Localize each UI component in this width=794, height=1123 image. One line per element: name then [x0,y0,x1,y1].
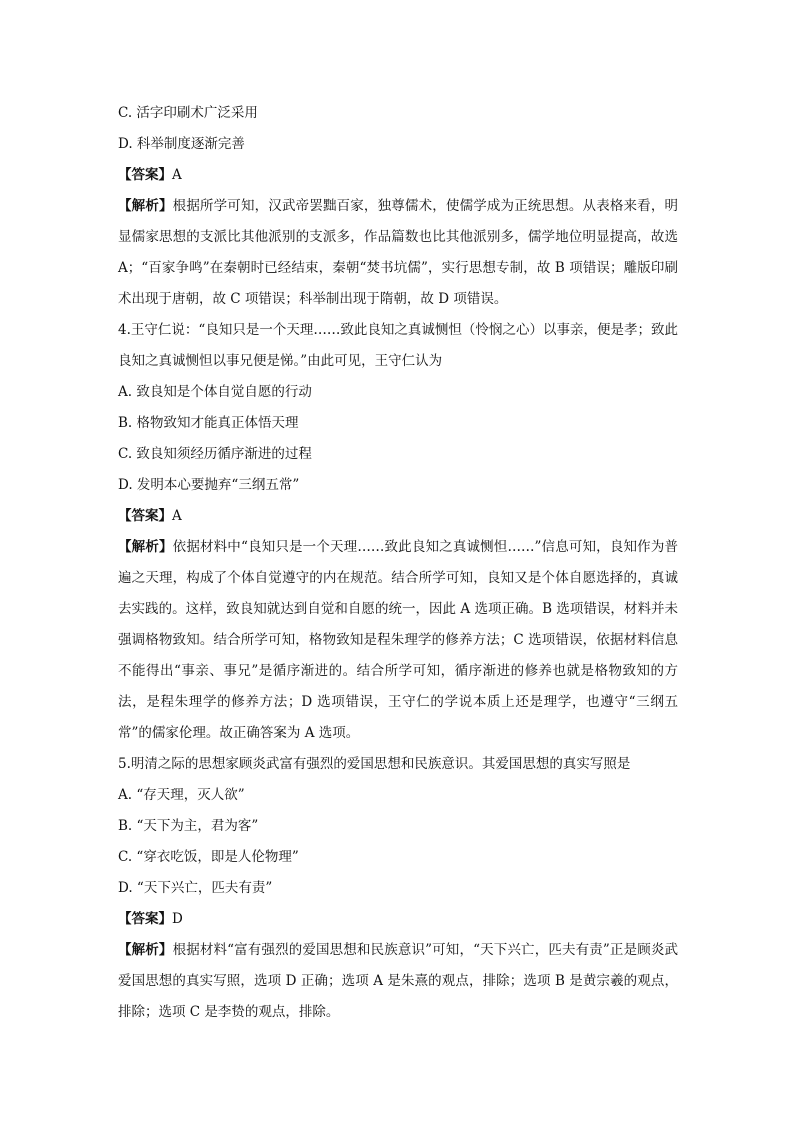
document-page [118,98,678,1028]
q5-analysis [118,935,678,1028]
q3-answer [118,160,678,191]
q4-stem: 4.王守仁说：“良知只是一个天理……致此良知之真诚恻怛（怜悯之心）以事亲，便是孝；致此良知之真诚恻怛以事兄便是悌。”由此可见，王守仁认为 [118,322,678,369]
analysis-text: 根据材料“富有强烈的爱国思想和民族意识”可知，“天下兴亡，匹夫有责”正是顾炎武爱国思想的真实写照，选项 D 正确；选项 A 是朱熹的观点，排除；选项 B 是黄宗羲的观点，排除；选项 C 是李贽的观点，排除。 [118,942,678,1020]
q5-option-a: A. “存天理，灭人欲” [118,787,245,803]
answer-tag: 【答案】 [118,911,172,927]
q4-analysis [118,532,678,749]
analysis-tag: 【解析】 [118,539,173,555]
q4-option-b: B. 格物致知才能真正体悟天理 [118,415,299,431]
answer-value: A [172,508,182,524]
q5-answer [118,904,678,935]
q4-option-d: D. 发明本心要抛弃“三纲五常” [118,477,300,493]
q4-option-c: C. 致良知须经历循序渐进的过程 [118,446,312,462]
q4-option-a: A. 致良知是个体自觉自愿的行动 [118,384,312,400]
q3-analysis [118,191,678,315]
q3-option-c: C. 活字印刷术广泛采用 [118,105,258,121]
q5-option-c: C. “穿衣吃饭，即是人伦物理” [118,849,299,865]
q5-stem: 5.明清之际的思想家顾炎武富有强烈的爱国思想和民族意识。其爱国思想的真实写照是 [118,756,631,772]
q4-answer [118,501,678,532]
analysis-text: 根据所学可知，汉武帝罢黜百家，独尊儒术，使儒学成为正统思想。从表格来看，明显儒家思想的支派比其他派别的支派多，作品篇数也比其他派别多，儒学地位明显提高，故选 A；“百家争鸣”在秦朝时已经结束，秦朝“焚书坑儒”，实行思想专制，故 B 项错误；雕版印刷术出现于唐朝，故 C 项错误；科举制出现于隋朝，故 D 项错误。 [118,198,679,307]
q3-option-d: D. 科举制度逐渐完善 [118,136,245,152]
analysis-text: 依据材料中“良知只是一个天理……致此良知之真诚恻怛……”信息可知，良知作为普遍之天理，构成了个体自觉遵守的内在规范。结合所学可知，良知又是个体自愿选择的，真诚去实践的。这样，致良知就达到自觉和自愿的统一，因此 A 选项正确。B 选项错误，材料并未强调格物致知。结合所学可知，格物致知是程朱理学的修养方法；C 选项错误，依据材料信息不能得出“事亲、事兄”是循序渐进的。结合所学可知，循序渐进的修养也就是格物致知的方法，是程朱理学的修养方法；D 选项错误，王守仁的学说本质上还是理学，也遵守“三纲五常”的儒家伦理。故正确答案为 A 选项。 [118,539,678,741]
q5-option-b: B. “天下为主，君为客” [118,818,259,834]
answer-value: A [172,167,182,183]
analysis-tag: 【解析】 [118,198,173,214]
answer-value: D [172,911,183,927]
answer-tag: 【答案】 [118,167,172,183]
answer-tag: 【答案】 [118,508,172,524]
analysis-tag: 【解析】 [118,942,173,958]
q5-option-d: D. “天下兴亡，匹夫有责” [118,880,273,896]
